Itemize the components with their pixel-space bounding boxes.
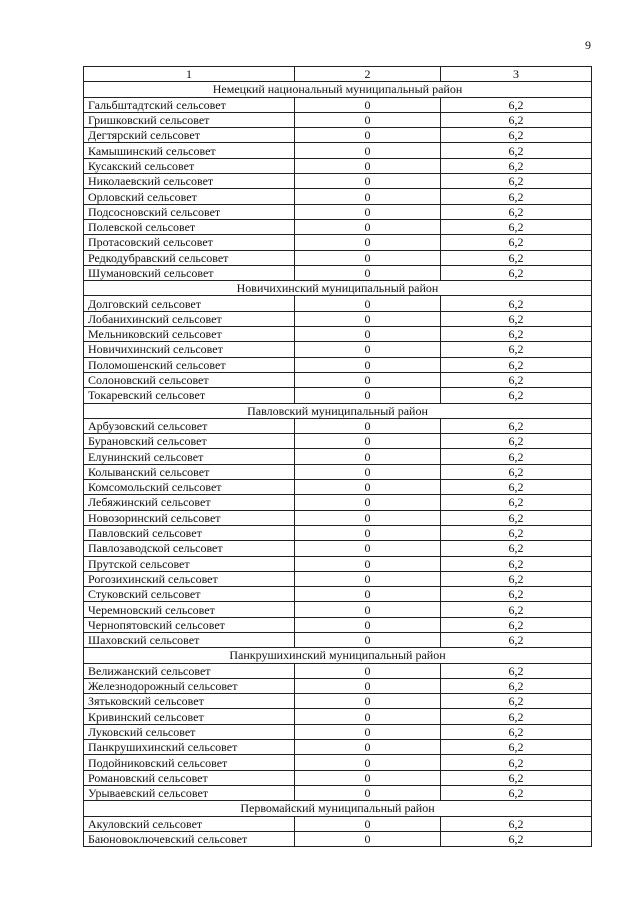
column-3-value-cell: 6,2 <box>441 663 592 678</box>
table-header-row <box>84 67 592 82</box>
column-3-value-cell: 6,2 <box>441 694 592 709</box>
table-row <box>84 235 592 250</box>
municipality-name-cell: Шаховский сельсовет <box>84 632 295 647</box>
table-row <box>84 189 592 204</box>
column-2-value-cell: 0 <box>295 678 441 693</box>
table-row <box>84 434 592 449</box>
municipality-name-cell: Чернопятовский сельсовет <box>84 617 295 632</box>
table-row <box>84 97 592 112</box>
column-2-value-cell: 0 <box>295 587 441 602</box>
table-row <box>84 617 592 632</box>
column-2-value-cell: 0 <box>295 250 441 265</box>
column-2-value-cell: 0 <box>295 510 441 525</box>
column-2-value-cell: 0 <box>295 770 441 785</box>
municipality-name-cell: Долговский сельсовет <box>84 296 295 311</box>
section-title: Павловский муниципальный район <box>84 403 592 418</box>
table-row <box>84 785 592 800</box>
municipality-name-cell: Стуковский сельсовет <box>84 587 295 602</box>
column-3-value-cell: 6,2 <box>441 602 592 617</box>
column-3-value-cell: 6,2 <box>441 449 592 464</box>
table-row <box>84 740 592 755</box>
column-3-value-cell: 6,2 <box>441 831 592 846</box>
column-3-value-cell: 6,2 <box>441 388 592 403</box>
section-header-row <box>84 82 592 97</box>
municipality-name-cell: Полевской сельсовет <box>84 219 295 234</box>
municipality-name-cell: Токаревский сельсовет <box>84 388 295 403</box>
table-row <box>84 816 592 831</box>
column-2-value-cell: 0 <box>295 617 441 632</box>
column-3-value-cell: 6,2 <box>441 724 592 739</box>
column-2-value-cell: 0 <box>295 158 441 173</box>
municipality-name-cell: Урываевский сельсовет <box>84 785 295 800</box>
column-3-value-cell: 6,2 <box>441 816 592 831</box>
column-3-value-cell: 6,2 <box>441 571 592 586</box>
table-row <box>84 709 592 724</box>
municipality-name-cell: Орловский сельсовет <box>84 189 295 204</box>
table-row <box>84 357 592 372</box>
column-header-1: 1 <box>84 67 295 82</box>
column-3-value-cell: 6,2 <box>441 464 592 479</box>
table-row <box>84 449 592 464</box>
table-row <box>84 541 592 556</box>
column-header-2: 2 <box>295 67 441 82</box>
table-row <box>84 372 592 387</box>
column-2-value-cell: 0 <box>295 740 441 755</box>
table-row <box>84 510 592 525</box>
column-3-value-cell: 6,2 <box>441 357 592 372</box>
column-3-value-cell: 6,2 <box>441 541 592 556</box>
municipality-name-cell: Луковский сельсовет <box>84 724 295 739</box>
table-row <box>84 495 592 510</box>
municipality-name-cell: Баюновоключевский сельсовет <box>84 831 295 846</box>
table-row <box>84 342 592 357</box>
column-3-value-cell: 6,2 <box>441 143 592 158</box>
column-2-value-cell: 0 <box>295 296 441 311</box>
municipality-name-cell: Поломошенский сельсовет <box>84 357 295 372</box>
column-2-value-cell: 0 <box>295 97 441 112</box>
column-3-value-cell: 6,2 <box>441 296 592 311</box>
column-2-value-cell: 0 <box>295 694 441 709</box>
table-row <box>84 525 592 540</box>
column-2-value-cell: 0 <box>295 357 441 372</box>
table-row <box>84 678 592 693</box>
column-header-3: 3 <box>441 67 592 82</box>
column-3-value-cell: 6,2 <box>441 510 592 525</box>
column-3-value-cell: 6,2 <box>441 112 592 127</box>
column-3-value-cell: 6,2 <box>441 587 592 602</box>
column-3-value-cell: 6,2 <box>441 219 592 234</box>
table-row <box>84 602 592 617</box>
column-3-value-cell: 6,2 <box>441 632 592 647</box>
column-3-value-cell: 6,2 <box>441 525 592 540</box>
column-2-value-cell: 0 <box>295 189 441 204</box>
table-row <box>84 464 592 479</box>
table-row <box>84 388 592 403</box>
municipality-name-cell: Бурановский сельсовет <box>84 434 295 449</box>
column-3-value-cell: 6,2 <box>441 372 592 387</box>
table-row <box>84 632 592 647</box>
table-row <box>84 327 592 342</box>
column-2-value-cell: 0 <box>295 372 441 387</box>
municipality-name-cell: Велижанский сельсовет <box>84 663 295 678</box>
table-row <box>84 219 592 234</box>
table-row <box>84 770 592 785</box>
municipality-name-cell: Николаевский сельсовет <box>84 174 295 189</box>
column-2-value-cell: 0 <box>295 495 441 510</box>
table-row <box>84 143 592 158</box>
municipality-name-cell: Романовский сельсовет <box>84 770 295 785</box>
table-row <box>84 724 592 739</box>
column-2-value-cell: 0 <box>295 235 441 250</box>
section-header-row <box>84 801 592 816</box>
column-2-value-cell: 0 <box>295 174 441 189</box>
table-body <box>84 82 592 847</box>
table-row <box>84 250 592 265</box>
table-row <box>84 311 592 326</box>
section-header-row <box>84 648 592 663</box>
municipality-name-cell: Протасовский сельсовет <box>84 235 295 250</box>
column-3-value-cell: 6,2 <box>441 740 592 755</box>
table-row <box>84 694 592 709</box>
column-2-value-cell: 0 <box>295 541 441 556</box>
column-2-value-cell: 0 <box>295 311 441 326</box>
column-3-value-cell: 6,2 <box>441 265 592 280</box>
column-2-value-cell: 0 <box>295 525 441 540</box>
column-2-value-cell: 0 <box>295 388 441 403</box>
table-row <box>84 480 592 495</box>
municipality-name-cell: Колыванский сельсовет <box>84 464 295 479</box>
column-3-value-cell: 6,2 <box>441 158 592 173</box>
municipality-name-cell: Гришковский сельсовет <box>84 112 295 127</box>
table-row <box>84 587 592 602</box>
column-3-value-cell: 6,2 <box>441 342 592 357</box>
section-header-row <box>84 403 592 418</box>
table-row <box>84 296 592 311</box>
column-3-value-cell: 6,2 <box>441 785 592 800</box>
column-2-value-cell: 0 <box>295 327 441 342</box>
municipality-name-cell: Гальбштадтский сельсовет <box>84 97 295 112</box>
municipality-name-cell: Железнодорожный сельсовет <box>84 678 295 693</box>
municipality-name-cell: Редкодубравский сельсовет <box>84 250 295 265</box>
column-2-value-cell: 0 <box>295 434 441 449</box>
municipality-name-cell: Лебяжинский сельсовет <box>84 495 295 510</box>
municipality-name-cell: Камышинский сельсовет <box>84 143 295 158</box>
municipality-name-cell: Павловский сельсовет <box>84 525 295 540</box>
table-row <box>84 418 592 433</box>
column-2-value-cell: 0 <box>295 571 441 586</box>
municipality-name-cell: Дегтярский сельсовет <box>84 128 295 143</box>
municipality-name-cell: Подсосновский сельсовет <box>84 204 295 219</box>
municipality-name-cell: Кривинский сельсовет <box>84 709 295 724</box>
section-header-row <box>84 281 592 296</box>
column-3-value-cell: 6,2 <box>441 250 592 265</box>
column-3-value-cell: 6,2 <box>441 418 592 433</box>
column-2-value-cell: 0 <box>295 632 441 647</box>
column-2-value-cell: 0 <box>295 418 441 433</box>
section-title: Первомайский муниципальный район <box>84 801 592 816</box>
column-2-value-cell: 0 <box>295 480 441 495</box>
column-2-value-cell: 0 <box>295 204 441 219</box>
section-title: Новичихинский муниципальный район <box>84 281 592 296</box>
column-3-value-cell: 6,2 <box>441 97 592 112</box>
table-row <box>84 158 592 173</box>
municipality-name-cell: Зятьковский сельсовет <box>84 694 295 709</box>
page-number: 9 <box>585 38 591 52</box>
municipality-name-cell: Новозоринский сельсовет <box>84 510 295 525</box>
municipality-name-cell: Рогозихинский сельсовет <box>84 571 295 586</box>
column-2-value-cell: 0 <box>295 464 441 479</box>
municipality-name-cell: Черемновский сельсовет <box>84 602 295 617</box>
column-3-value-cell: 6,2 <box>441 556 592 571</box>
table-row <box>84 755 592 770</box>
table-row <box>84 265 592 280</box>
column-3-value-cell: 6,2 <box>441 755 592 770</box>
column-2-value-cell: 0 <box>295 556 441 571</box>
column-2-value-cell: 0 <box>295 816 441 831</box>
municipality-name-cell: Кусакский сельсовет <box>84 158 295 173</box>
column-3-value-cell: 6,2 <box>441 189 592 204</box>
table-row <box>84 571 592 586</box>
table-row <box>84 204 592 219</box>
column-2-value-cell: 0 <box>295 265 441 280</box>
municipality-name-cell: Комсомольский сельсовет <box>84 480 295 495</box>
section-title: Панкрушихинский муниципальный район <box>84 648 592 663</box>
column-2-value-cell: 0 <box>295 602 441 617</box>
municipality-name-cell: Панкрушихинский сельсовет <box>84 740 295 755</box>
column-3-value-cell: 6,2 <box>441 128 592 143</box>
municipality-name-cell: Шумановский сельсовет <box>84 265 295 280</box>
municipality-name-cell: Елунинский сельсовет <box>84 449 295 464</box>
column-3-value-cell: 6,2 <box>441 495 592 510</box>
municipality-name-cell: Павлозаводской сельсовет <box>84 541 295 556</box>
data-table <box>83 66 592 847</box>
column-3-value-cell: 6,2 <box>441 770 592 785</box>
column-3-value-cell: 6,2 <box>441 434 592 449</box>
table-row <box>84 831 592 846</box>
column-2-value-cell: 0 <box>295 342 441 357</box>
municipality-name-cell: Солоновский сельсовет <box>84 372 295 387</box>
column-3-value-cell: 6,2 <box>441 311 592 326</box>
table-row <box>84 556 592 571</box>
municipality-name-cell: Лобанихинский сельсовет <box>84 311 295 326</box>
municipality-name-cell: Мельниковский сельсовет <box>84 327 295 342</box>
column-2-value-cell: 0 <box>295 449 441 464</box>
column-3-value-cell: 6,2 <box>441 709 592 724</box>
column-2-value-cell: 0 <box>295 709 441 724</box>
column-3-value-cell: 6,2 <box>441 678 592 693</box>
table-row <box>84 663 592 678</box>
column-2-value-cell: 0 <box>295 755 441 770</box>
municipality-name-cell: Новичихинский сельсовет <box>84 342 295 357</box>
column-2-value-cell: 0 <box>295 128 441 143</box>
column-3-value-cell: 6,2 <box>441 480 592 495</box>
section-title: Немецкий национальный муниципальный район <box>84 82 592 97</box>
table-row <box>84 112 592 127</box>
column-3-value-cell: 6,2 <box>441 617 592 632</box>
column-2-value-cell: 0 <box>295 831 441 846</box>
municipality-name-cell: Акуловский сельсовет <box>84 816 295 831</box>
column-2-value-cell: 0 <box>295 724 441 739</box>
table-row <box>84 128 592 143</box>
column-2-value-cell: 0 <box>295 143 441 158</box>
column-3-value-cell: 6,2 <box>441 235 592 250</box>
column-3-value-cell: 6,2 <box>441 327 592 342</box>
table-row <box>84 174 592 189</box>
municipality-name-cell: Прутской сельсовет <box>84 556 295 571</box>
municipality-name-cell: Подойниковский сельсовет <box>84 755 295 770</box>
column-2-value-cell: 0 <box>295 785 441 800</box>
column-2-value-cell: 0 <box>295 112 441 127</box>
column-2-value-cell: 0 <box>295 219 441 234</box>
column-3-value-cell: 6,2 <box>441 174 592 189</box>
column-2-value-cell: 0 <box>295 663 441 678</box>
column-3-value-cell: 6,2 <box>441 204 592 219</box>
municipality-name-cell: Арбузовский сельсовет <box>84 418 295 433</box>
